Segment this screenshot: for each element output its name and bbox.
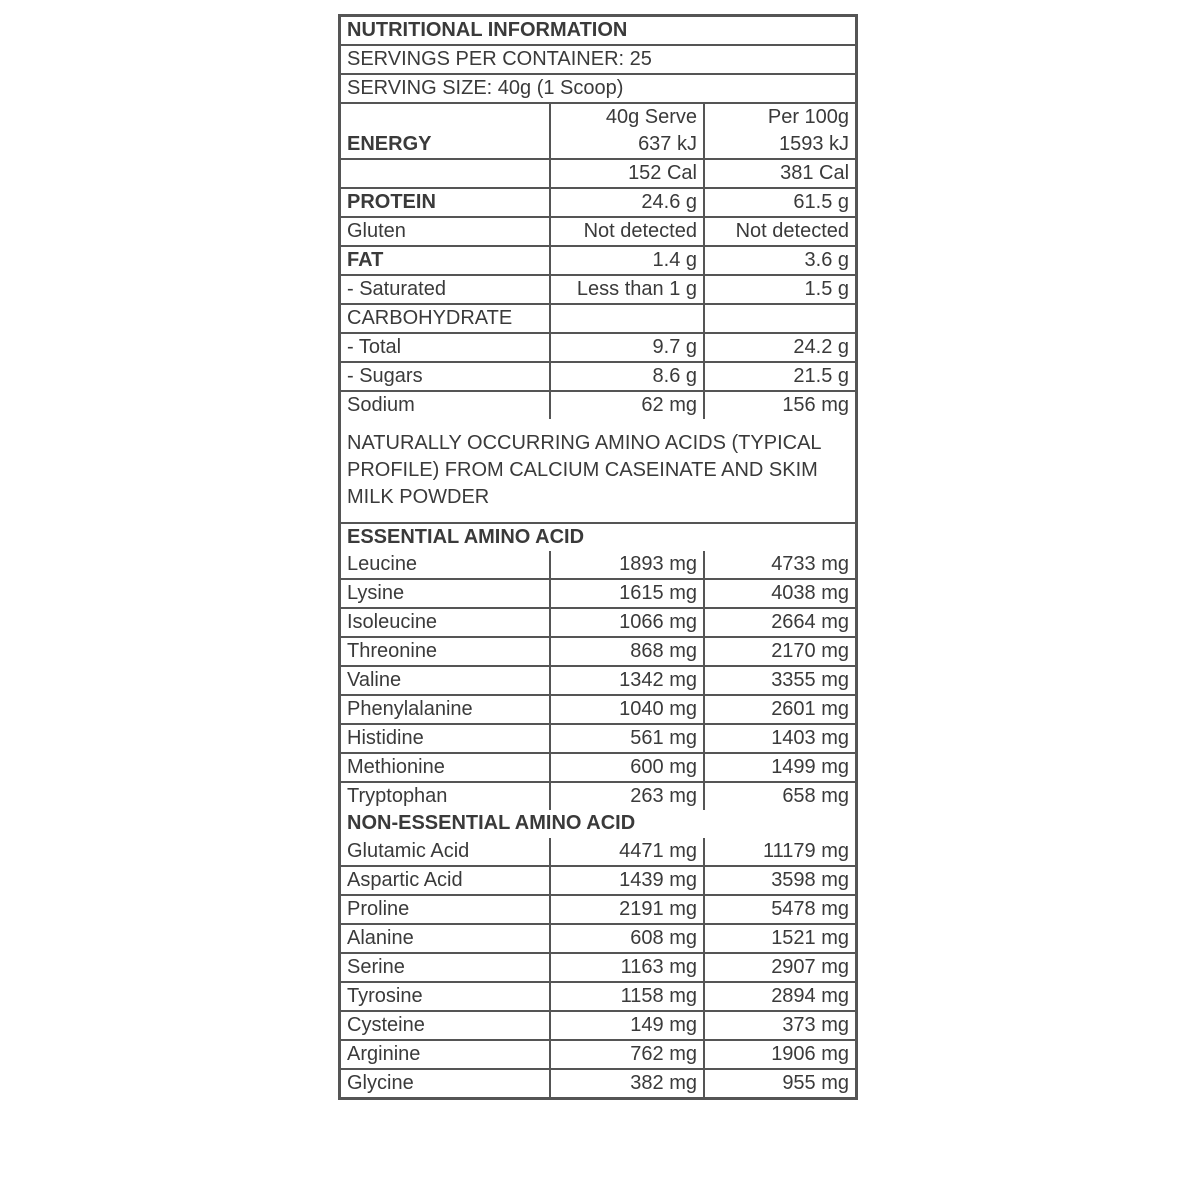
- table-row: [341, 551, 855, 579]
- row-value-serve: 1040 mg: [550, 695, 704, 724]
- row-value-per100: Not detected: [704, 217, 855, 246]
- row-value-serve: 149 mg: [550, 1011, 704, 1040]
- table-row: [341, 246, 855, 275]
- row-label: Aspartic Acid: [341, 866, 550, 895]
- row-value-serve: Less than 1 g: [550, 275, 704, 304]
- row-value-per100: 3355 mg: [704, 666, 855, 695]
- servings-per-container: SERVINGS PER CONTAINER: 25: [341, 45, 855, 74]
- row-label: Glycine: [341, 1069, 550, 1097]
- table-row: [341, 637, 855, 666]
- row-value-serve: 1439 mg: [550, 866, 704, 895]
- row-label: - Saturated: [341, 275, 550, 304]
- row-value-per100: 3598 mg: [704, 866, 855, 895]
- row-value-per100: 2894 mg: [704, 982, 855, 1011]
- row-value-per100: 2601 mg: [704, 695, 855, 724]
- row-label: Isoleucine: [341, 608, 550, 637]
- table-row: [341, 753, 855, 782]
- table-row: [341, 866, 855, 895]
- column-header-serve: 40g Serve: [550, 103, 704, 131]
- row-value-per100: 2170 mg: [704, 637, 855, 666]
- serving-size-row: [341, 74, 855, 103]
- table-row: [341, 666, 855, 695]
- row-value-serve: 600 mg: [550, 753, 704, 782]
- row-value-per100: 5478 mg: [704, 895, 855, 924]
- row-label: Tyrosine: [341, 982, 550, 1011]
- row-label: Serine: [341, 953, 550, 982]
- table-row: [341, 188, 855, 217]
- row-value-serve: 8.6 g: [550, 362, 704, 391]
- row-value-serve: 1615 mg: [550, 579, 704, 608]
- row-value-serve: 1342 mg: [550, 666, 704, 695]
- row-label: Methionine: [341, 753, 550, 782]
- table-row: [341, 1011, 855, 1040]
- table-row: [341, 953, 855, 982]
- row-value-serve: 762 mg: [550, 1040, 704, 1069]
- table-row: [341, 608, 855, 637]
- table-row: [341, 1040, 855, 1069]
- row-value-serve: [550, 304, 704, 333]
- row-value-per100: 24.2 g: [704, 333, 855, 362]
- row-label: - Total: [341, 333, 550, 362]
- row-value-per100: 61.5 g: [704, 188, 855, 217]
- title-row: [341, 17, 855, 45]
- table-row: [341, 724, 855, 753]
- table-title: NUTRITIONAL INFORMATION: [341, 17, 855, 45]
- essential-heading: ESSENTIAL AMINO ACID: [341, 523, 855, 551]
- row-label: Leucine: [341, 551, 550, 579]
- table-row: [341, 131, 855, 159]
- row-value-serve: 637 kJ: [550, 131, 704, 159]
- table-row: [341, 895, 855, 924]
- row-value-per100: 1499 mg: [704, 753, 855, 782]
- row-label: Glutamic Acid: [341, 838, 550, 866]
- table-row: [341, 1069, 855, 1097]
- row-label: Gluten: [341, 217, 550, 246]
- row-label: Histidine: [341, 724, 550, 753]
- table-row: [341, 695, 855, 724]
- row-value-serve: 868 mg: [550, 637, 704, 666]
- row-value-per100: 21.5 g: [704, 362, 855, 391]
- row-value-serve: 2191 mg: [550, 895, 704, 924]
- row-value-per100: 1593 kJ: [704, 131, 855, 159]
- row-label: ENERGY: [341, 131, 550, 159]
- row-value-per100: 11179 mg: [704, 838, 855, 866]
- row-value-serve: 1066 mg: [550, 608, 704, 637]
- row-label: Arginine: [341, 1040, 550, 1069]
- row-label: Valine: [341, 666, 550, 695]
- row-label: Lysine: [341, 579, 550, 608]
- row-label: Threonine: [341, 637, 550, 666]
- table-row: [341, 362, 855, 391]
- row-value-serve: Not detected: [550, 217, 704, 246]
- row-label: Alanine: [341, 924, 550, 953]
- row-value-per100: 1521 mg: [704, 924, 855, 953]
- serving-size: SERVING SIZE: 40g (1 Scoop): [341, 74, 855, 103]
- row-value-per100: 4733 mg: [704, 551, 855, 579]
- table-row: [341, 304, 855, 333]
- row-value-serve: 152 Cal: [550, 159, 704, 188]
- row-value-per100: [704, 304, 855, 333]
- table-row: [341, 924, 855, 953]
- row-value-per100: 1.5 g: [704, 275, 855, 304]
- row-value-per100: 2907 mg: [704, 953, 855, 982]
- column-header-blank: [341, 103, 550, 131]
- essential-rows: [341, 551, 855, 810]
- row-label: [341, 159, 550, 188]
- row-value-serve: 1163 mg: [550, 953, 704, 982]
- amino-note-row: [341, 419, 855, 523]
- non-essential-heading: NON-ESSENTIAL AMINO ACID: [347, 812, 636, 835]
- column-header-per100: Per 100g: [704, 103, 855, 131]
- servings-row: [341, 45, 855, 74]
- row-label: Cysteine: [341, 1011, 550, 1040]
- table-row: [341, 391, 855, 419]
- row-value-per100: 955 mg: [704, 1069, 855, 1097]
- row-value-serve: 24.6 g: [550, 188, 704, 217]
- row-value-per100: 156 mg: [704, 391, 855, 419]
- row-value-serve: 263 mg: [550, 782, 704, 810]
- column-header-row: [341, 103, 855, 131]
- row-label: Tryptophan: [341, 782, 550, 810]
- row-label: Sodium: [341, 391, 550, 419]
- table-row: [341, 159, 855, 188]
- row-value-per100: 3.6 g: [704, 246, 855, 275]
- row-label: Phenylalanine: [341, 695, 550, 724]
- row-value-per100: 373 mg: [704, 1011, 855, 1040]
- row-value-per100: 1403 mg: [704, 724, 855, 753]
- row-value-per100: 1906 mg: [704, 1040, 855, 1069]
- row-value-per100: 381 Cal: [704, 159, 855, 188]
- row-value-serve: 382 mg: [550, 1069, 704, 1097]
- row-label: Proline: [341, 895, 550, 924]
- row-value-serve: 62 mg: [550, 391, 704, 419]
- table-row: [341, 782, 855, 810]
- table-row: [341, 579, 855, 608]
- row-value-serve: 9.7 g: [550, 333, 704, 362]
- table-row: [341, 217, 855, 246]
- nutrition-table: [341, 17, 855, 1097]
- nutrient-rows: [341, 131, 855, 419]
- essential-heading-row: [341, 523, 855, 551]
- row-label: FAT: [341, 246, 550, 275]
- nutrition-panel: [338, 14, 858, 1100]
- non-essential-heading-row: [341, 810, 855, 838]
- row-value-serve: 561 mg: [550, 724, 704, 753]
- table-row: [341, 275, 855, 304]
- row-label: PROTEIN: [341, 188, 550, 217]
- row-value-serve: 4471 mg: [550, 838, 704, 866]
- non-essential-rows: [341, 838, 855, 1097]
- row-value-per100: 658 mg: [704, 782, 855, 810]
- row-label: - Sugars: [341, 362, 550, 391]
- row-value-serve: 1893 mg: [550, 551, 704, 579]
- row-value-serve: 1.4 g: [550, 246, 704, 275]
- row-value-serve: 1158 mg: [550, 982, 704, 1011]
- row-label: CARBOHYDRATE: [341, 304, 550, 333]
- table-row: [341, 838, 855, 866]
- row-value-serve: 608 mg: [550, 924, 704, 953]
- amino-note: NATURALLY OCCURRING AMINO ACIDS (TYPICAL PROFILE) FROM CALCIUM CASEINATE AND SKIM MILK POWDER: [341, 419, 855, 523]
- table-row: [341, 982, 855, 1011]
- table-row: [341, 333, 855, 362]
- row-value-per100: 2664 mg: [704, 608, 855, 637]
- row-value-per100: 4038 mg: [704, 579, 855, 608]
